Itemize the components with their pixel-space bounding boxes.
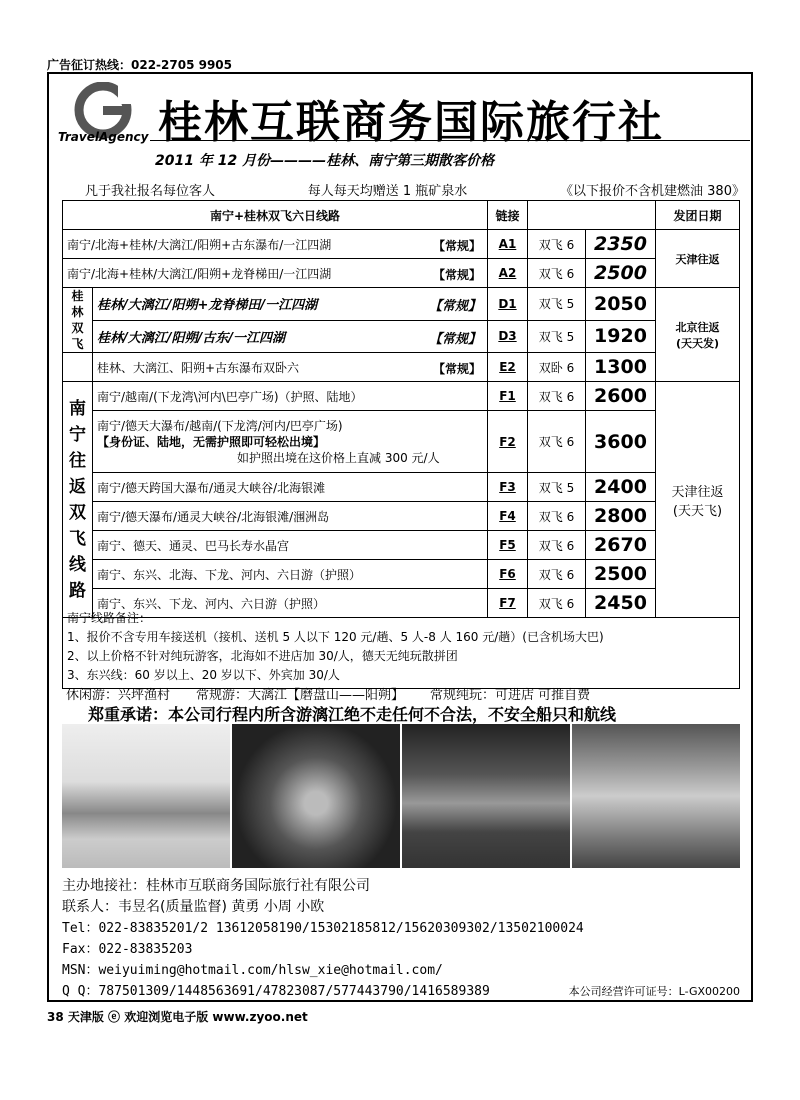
route-text: 南宁/北海+桂林/大漓江/阳朔+古东瀑布/一江四湖 [67,237,332,252]
route-tag: 【常规】 [432,268,481,282]
route-code: F2 [488,411,528,473]
flight-type: 双卧 6 [528,353,586,382]
departure-label: 天津往返 [671,484,724,500]
fax-line: Fax：022-83835203 [62,942,193,957]
route-cell [63,230,488,259]
route-price: 1920 [586,320,656,353]
flight-type: 双飞 6 [528,259,586,288]
route-text: 南宁/北海+桂林/大漓江/阳朔+龙脊梯田/一江四湖 [67,266,332,281]
leisure-item: 常规游：大漓江【磨盘山——阳朔】 [196,688,405,703]
route-cell: 南宁、德天、通灵、巴马长寿水晶宫 [93,531,488,560]
routes-table [62,200,740,618]
table-row [63,353,740,382]
route-price: 2500 [586,560,656,589]
route-cell [93,320,488,353]
notice-line [85,180,745,199]
header-route: 南宁+桂林双飞六日线路 [63,201,488,230]
departure-tianjin: 天津往返 [656,230,740,288]
flight-type: 双飞 6 [528,230,586,259]
table-row [63,502,740,531]
ad-hotline: 广告征订热线：022-2705 9905 [47,58,233,72]
header-code: 链接 [488,201,528,230]
route-price: 1300 [586,353,656,382]
route-price: 3600 [586,411,656,473]
route-price: 2800 [586,502,656,531]
header-departure: 发团日期 [656,201,740,230]
table-row [63,259,740,288]
photo-coast-arch [402,724,570,868]
route-tag: 【常规】 [428,331,481,347]
departure-sub: (天天飞) [672,503,723,519]
header-empty [528,201,656,230]
page-footer: 38 天津版 ⓔ 欢迎浏览电子版 www.zyoo.net [47,1010,308,1024]
flight-type: 双飞 5 [528,320,586,353]
route-cell [93,288,488,321]
route-code: D3 [488,320,528,353]
notes-title: 南宁线路备注： [67,611,152,625]
route-cell: 南宁、东兴、下龙、河内、六日游（护照） [93,589,488,618]
route-tag: 【常规】 [432,239,481,253]
route-text: 桂林/大漓江/阳朔+龙脊梯田/一江四湖 [97,298,318,314]
route-tag: 【常规】 [432,362,481,376]
route-code: F1 [488,382,528,411]
departure-label: 北京往返 [675,320,720,334]
promise-statement: 郑重承诺：本公司行程内所含游漓江绝不走任何不合法，不安全船只和航线 [88,705,617,724]
table-header [63,201,740,230]
note-item: 2、以上价格不针对纯玩游客，北海如不进店加 30/人，德天无纯玩散拼团 [67,649,458,663]
route-price: 2600 [586,382,656,411]
msn-line: MSN：weiyuiming@hotmail.com/hlsw_xie@hotmail.com/ [62,963,443,978]
flight-type: 双飞 6 [528,502,586,531]
route-code: F6 [488,560,528,589]
route-price: 2450 [586,589,656,618]
empty-side [63,353,93,382]
notice-1: 凡于我社报名每位客人 [85,184,216,199]
route-code: A2 [488,259,528,288]
subtitle: 2011 年 12 月份————桂林、南宁第三期散客价格 [155,153,495,169]
notice-2: 每人每天均赠送 1 瓶矿泉水 [307,184,468,199]
flight-type: 双飞 5 [528,473,586,502]
price-value: 2500 [594,262,647,284]
route-code: F7 [488,589,528,618]
page-title: 桂林互联商务国际旅行社 [158,97,664,148]
route-price [586,259,656,288]
table-row [63,560,740,589]
side-label-guilin: 桂林双飞 [63,288,93,353]
route-text: 桂林、大漓江、阳朔+古东瀑布双卧六 [97,360,300,375]
license-number: 本公司经营许可证号：L-GX00200 [568,985,740,998]
photo-rafting [232,724,400,868]
route-cell [63,259,488,288]
route-cell [93,353,488,382]
tel-line: Tel：022-83835201/2 13612058190/15302185812/15620309302/13502100024 [62,921,584,936]
table-row [63,473,740,502]
route-price: 2400 [586,473,656,502]
photo-beach-boat [62,724,230,868]
flight-type: 双飞 6 [528,589,586,618]
table-row [63,288,740,321]
route-code: F5 [488,531,528,560]
route-cell: 南宁、东兴、北海、下龙、河内、六日游（护照） [93,560,488,589]
table-row [63,320,740,353]
note-item: 1、报价不含专用车接送机（接机、送机 5 人以下 120 元/趟、5 人-8 人 160 元/趟）(已含机场大巴) [67,630,604,644]
route-text-3: 如护照出境在这价格上直减 300 元/人 [237,450,440,465]
route-price: 2050 [586,288,656,321]
flight-type: 双飞 6 [528,382,586,411]
route-tag: 【常规】 [428,299,481,314]
route-code: D1 [488,288,528,321]
title-divider [150,140,750,141]
table-row [63,411,740,473]
qq-line: Q Q：787501309/1448563691/47823087/577443790/1416589389 [62,984,490,999]
route-cell [93,411,488,473]
photo-strip [62,724,740,868]
route-cell: 南宁/越南/(下龙湾\河内\巴亭广场)（护照、陆地） [93,382,488,411]
route-cell: 南宁/德天瀑布/通灵大峡谷/北海银滩/涠洲岛 [93,502,488,531]
flight-type: 双飞 6 [528,560,586,589]
route-code: E2 [488,353,528,382]
route-text-2: 【身份证、陆地，无需护照即可轻松出境】 [97,434,326,449]
contact-person: 联系人：韦昱名(质量监督) 黄勇 小周 小欧 [62,899,325,915]
table-row [63,382,740,411]
route-code: F4 [488,502,528,531]
route-code: A1 [488,230,528,259]
route-text: 桂林/大漓江/阳朔/古东/一江四湖 [97,330,285,346]
leisure-item: 常规纯玩：可进店 可推自费 [430,688,591,703]
note-item: 3、东兴线：60 岁以上、20 岁以下、外宾加 30/人 [67,668,340,682]
route-text: 南宁/德天大瀑布/越南/(下龙湾/河内/巴亭广场) [97,418,343,433]
route-price: 2670 [586,531,656,560]
route-price [586,230,656,259]
route-code: F3 [488,473,528,502]
side-label-nanning: 南宁往返双飞线路 [63,382,93,618]
nanning-notes [62,606,740,689]
leisure-item: 休闲游：兴坪渔村 [66,688,171,703]
host-agency: 主办地接社：桂林市互联商务国际旅行社有限公司 [62,878,370,894]
notice-3: 《以下报价不含机建燃油 380》 [560,184,745,199]
logo-text: TravelAgency [58,130,149,144]
departure-tianjin-daily [656,382,740,618]
table-row [63,531,740,560]
route-cell: 南宁/德天跨国大瀑布/通灵大峡谷/北海银滩 [93,473,488,502]
photo-tourists [572,724,740,868]
table-row [63,230,740,259]
price-value: 2350 [594,233,647,255]
flight-type: 双飞 6 [528,411,586,473]
flight-type: 双飞 6 [528,531,586,560]
departure-beijing [656,288,740,382]
departure-sub: (天天发) [675,336,720,350]
flight-type: 双飞 5 [528,288,586,321]
leisure-line [66,684,746,703]
